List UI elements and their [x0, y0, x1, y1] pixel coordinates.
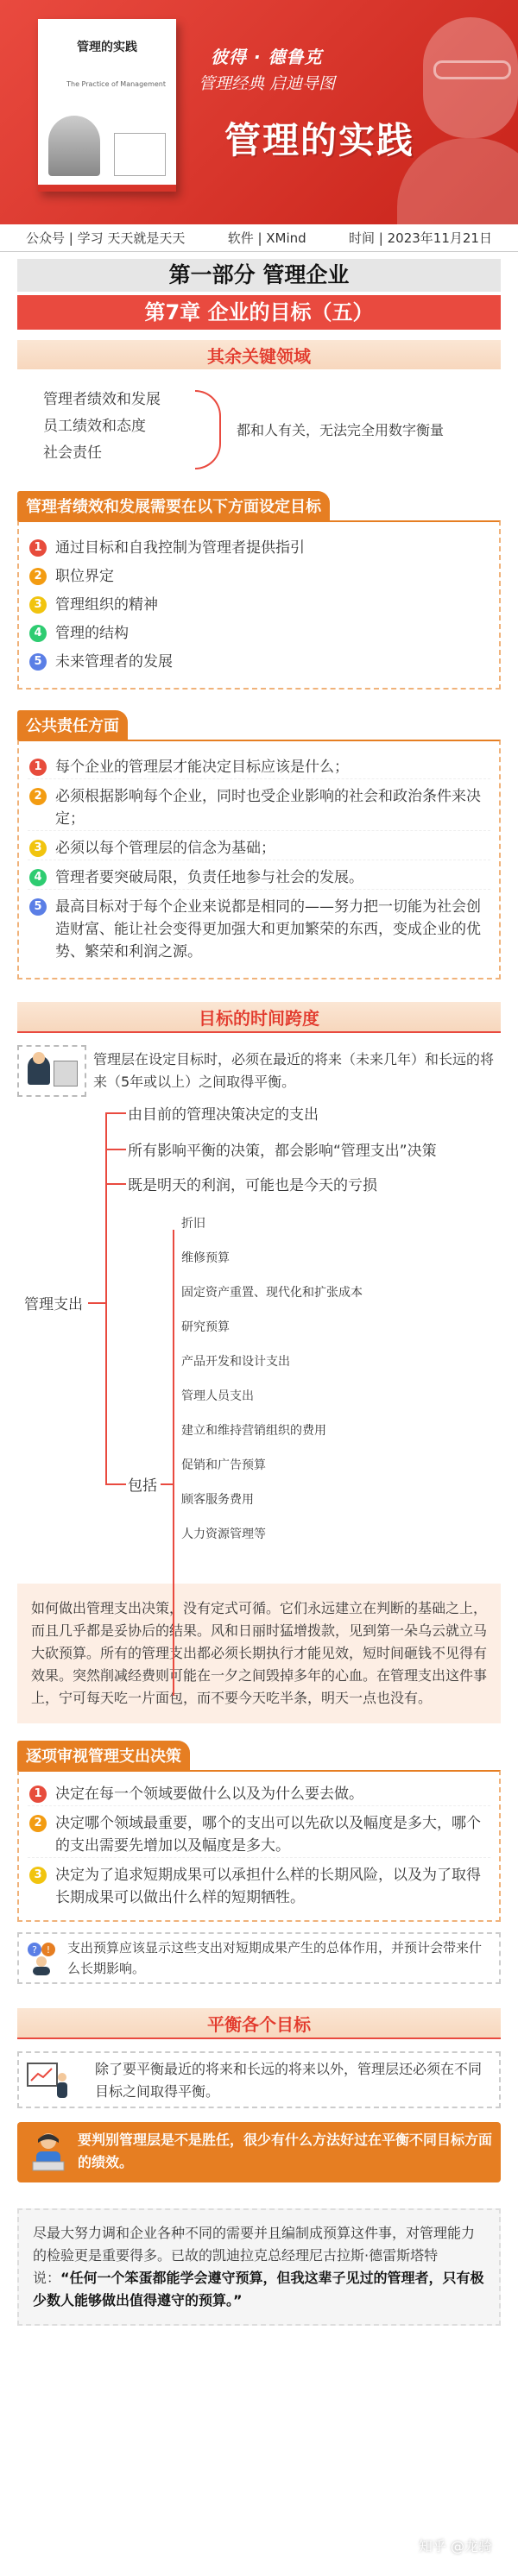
closing-quote-text: “任何一个笨蛋都能学会遵守预算，但我这辈子见过的管理者，只有极少数人能够做出值得遵守的预算。”	[33, 2270, 484, 2308]
number-badge-4: 4	[29, 869, 47, 886]
svg-text:?: ?	[32, 1944, 37, 1956]
tree-leaf: 产品开发和设计支出	[181, 1355, 290, 1369]
list-item	[28, 594, 490, 616]
management-expense-paragraph: 如何做出管理支出决策，没有定式可循。它们永远建立在判断的基础之上，而且几乎都是妥协后的结果。风和日丽时猛增拨款，见到第一朵乌云就立马大砍预算。所有的管理支出都必须长期执行才能见效，短时间砸钱不见得有效果。突然削减经费则可能在一夕之间毁掉多年的心血。在管理支出这件事上，宁可每天吃一片面包，而不要今天吃半条，明天一点也没有。	[17, 1584, 501, 1723]
review-heading: 逐项审视管理支出决策	[17, 1741, 190, 1770]
section-divider	[17, 1031, 501, 1033]
tree-connector	[161, 1483, 173, 1485]
meeting-illustration-icon	[17, 1045, 86, 1097]
list-item-text: 必须根据影响每个企业，同时也受企业影响的社会和政治条件来决定；	[55, 788, 481, 828]
section-heading-time-span	[17, 1002, 501, 1031]
balance-intro-text: 除了要平衡最近的将来和长远的将来以外，管理层还必须在不同目标之间取得平衡。	[95, 2061, 483, 2100]
number-badge-2: 2	[29, 568, 47, 585]
highlight-box	[17, 2122, 501, 2182]
number-badge-2: 2	[29, 788, 47, 805]
list-item	[28, 866, 490, 890]
list-item-text: 必须以每个管理层的信念为基础；	[55, 840, 275, 857]
number-badge-3: 3	[29, 840, 47, 857]
header-banner	[0, 0, 518, 224]
portrait-shoulder	[397, 138, 518, 224]
time-span-intro-text: 管理层在设定目标时，必须在最近的将来（未来几年）和长远的将来（5年或以上）之间取得平衡。	[93, 1051, 495, 1090]
key-area-item: 社会责任	[43, 444, 102, 462]
illustration-head	[33, 1052, 45, 1064]
tree-branch: 由目前的管理决策决定的支出	[128, 1106, 319, 1124]
brace-connector	[195, 390, 221, 469]
management-expense-tree	[17, 1100, 501, 1558]
book-cover	[38, 19, 176, 192]
tree-branch: 所有影响平衡的决策，都会影响“管理支出”决策	[128, 1143, 437, 1160]
budget-note-text: 支出预算应该显示这些支出对短期成果产生的总体作用，并预计会带来什么长期影响。	[67, 1940, 483, 1976]
tree-leaf: 固定资产重置、现代化和扩张成本	[181, 1286, 363, 1300]
banner-title: 管理的实践	[224, 119, 415, 161]
tree-leaf: 折旧	[181, 1217, 205, 1231]
tree-branch: 既是明天的利润，可能也是今天的亏损	[128, 1177, 377, 1194]
number-badge-3: 3	[29, 596, 47, 614]
tagline: 管理经典 启迪导图	[199, 74, 336, 93]
section-divider	[17, 2037, 501, 2039]
list-item	[28, 1812, 490, 1858]
list-item	[28, 622, 490, 645]
svg-text:!: !	[46, 1944, 51, 1956]
closing-quote-block	[17, 2208, 501, 2326]
budget-note	[17, 1932, 501, 1984]
tree-connector	[105, 1112, 107, 1483]
meta-time: 时间 | 2023年11月21日	[349, 230, 492, 246]
list-item	[28, 537, 490, 559]
public-responsibility-list	[17, 740, 501, 979]
tree-root: 管理支出	[24, 1296, 83, 1313]
portrait-glasses	[433, 60, 511, 79]
tree-leaf: 建立和维持营销组织的费用	[181, 1424, 326, 1438]
manager-goals-heading: 管理者绩效和发展需要在以下方面设定目标	[17, 491, 330, 520]
book-cover-subtitle: The Practice of Management	[66, 80, 166, 88]
tree-connector	[88, 1302, 105, 1304]
section-heading-text: 目标的时间跨度	[199, 1007, 319, 1029]
list-item-text: 最高目标对于每个企业来说都是相同的——努力把一切能为社会创造财富、能让社会变得更加强大和更加繁荣的东西，变成企业的优势、繁荣和利润之源。	[55, 898, 481, 960]
key-areas-list	[43, 387, 161, 467]
section-heading-text: 其余关键领域	[207, 345, 311, 367]
key-areas-block	[17, 369, 501, 477]
meta-software: 软件 | XMind	[227, 230, 306, 246]
number-badge-1: 1	[29, 1786, 47, 1803]
tree-leaf: 人力资源管理等	[181, 1527, 266, 1541]
number-badge-5: 5	[29, 898, 47, 916]
list-item	[28, 756, 490, 779]
public-responsibility-heading: 公共责任方面	[17, 710, 128, 740]
time-span-intro	[17, 1045, 501, 1100]
list-item	[28, 896, 490, 963]
number-badge-1: 1	[29, 759, 47, 776]
list-item-text: 通过目标和自我控制为管理者提供指引	[55, 539, 305, 557]
tree-connector	[105, 1149, 126, 1150]
list-item-text: 管理者要突破局限，负责任地参与社会的发展。	[55, 869, 363, 886]
list-item	[28, 565, 490, 588]
question-people-icon	[26, 1941, 57, 1975]
tree-leaf: 促销和广告预算	[181, 1458, 266, 1472]
person-laptop-icon	[29, 2131, 67, 2174]
tree-leaf: 管理人员支出	[181, 1389, 254, 1403]
list-item	[28, 1783, 490, 1806]
balance-intro	[17, 2051, 501, 2108]
tree-connector	[105, 1183, 126, 1185]
tree-leaf: 研究预算	[181, 1320, 230, 1334]
author-name: 彼得 · 德鲁克	[211, 47, 323, 67]
manager-goals-list	[17, 520, 501, 690]
tree-connector	[105, 1483, 126, 1485]
number-badge-3: 3	[29, 1867, 47, 1884]
list-item-text: 决定在每一个领域要做什么以及为什么要去做。	[55, 1786, 363, 1803]
author-photo	[48, 116, 100, 176]
tree-leaf: 维修预算	[181, 1251, 230, 1265]
list-item-text: 职位界定	[55, 568, 114, 585]
watermark: 知乎 @龙骑	[418, 2538, 492, 2554]
key-area-item: 管理者绩效和发展	[43, 391, 161, 408]
tree-connector	[105, 1112, 126, 1114]
key-areas-note: 都和人有关，无法完全用数字衡量	[237, 422, 445, 438]
list-item	[28, 651, 490, 673]
number-badge-5: 5	[29, 653, 47, 671]
list-item-text: 决定哪个领域最重要，哪个的支出可以先砍以及幅度是多大，哪个的支出需要先增加以及幅度是多大。	[55, 1815, 481, 1855]
key-area-item: 员工绩效和态度	[43, 418, 146, 435]
list-item	[28, 1864, 490, 1909]
tree-leaf: 顾客服务费用	[181, 1493, 254, 1507]
chapter-title: 第7章 企业的目标（五）	[17, 295, 501, 330]
illustration-board	[54, 1061, 78, 1086]
number-badge-4: 4	[29, 625, 47, 642]
list-item-text: 未来管理者的发展	[55, 653, 173, 671]
tree-branch-include: 包括	[128, 1477, 157, 1495]
cover-box	[114, 133, 166, 176]
number-badge-1: 1	[29, 539, 47, 557]
closing-lead-text: 尽最大努力调和企业各种不同的需要并且编制成预算这件事，对管理能力的检验更是重要得多。已故的凯迪拉克总经理尼古拉斯·德雷斯塔特说：	[33, 2225, 476, 2286]
number-badge-2: 2	[29, 1815, 47, 1832]
list-item-text: 管理组织的精神	[55, 596, 158, 614]
list-item-text: 每个企业的管理层才能决定目标应该是什么；	[55, 759, 349, 776]
author-portrait	[397, 0, 518, 207]
part-title: 第一部分 管理企业	[17, 259, 501, 292]
tree-connector	[173, 1230, 174, 1696]
meta-account: 公众号 | 学习 天天就是天天	[26, 230, 186, 246]
book-cover-title: 管理的实践	[77, 41, 137, 54]
meta-bar	[0, 224, 518, 252]
section-heading-text: 平衡各个目标	[207, 2013, 311, 2035]
list-item-text: 管理的结构	[55, 625, 129, 642]
list-item-text: 决定为了追求短期成果可以承担什么样的长期风险，以及为了取得长期成果可以做出什么样的短期牺牲。	[55, 1867, 481, 1906]
presentation-icon	[26, 2060, 69, 2100]
list-item	[28, 785, 490, 831]
cover-stripe	[38, 185, 176, 192]
section-heading-balance	[17, 2008, 501, 2037]
review-list	[17, 1770, 501, 1922]
section-heading-key-areas	[17, 340, 501, 369]
list-item	[28, 837, 490, 860]
highlight-text: 要判别管理层是不是胜任，很少有什么方法好过在平衡不同目标方面的绩效。	[78, 2132, 493, 2170]
